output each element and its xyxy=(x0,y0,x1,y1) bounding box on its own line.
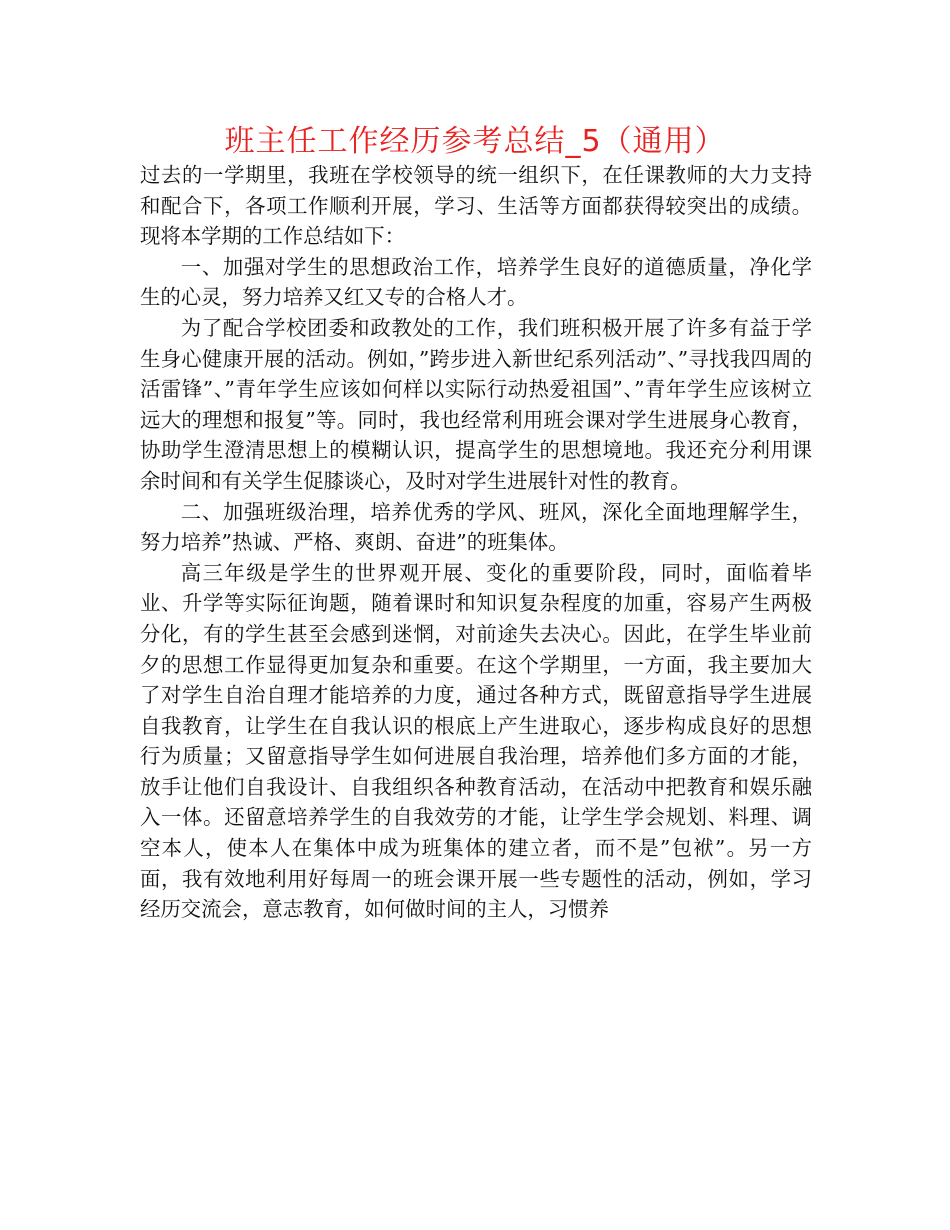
paragraph: 为了配合学校团委和政教处的工作，我们班积极开展了许多有益于学生身心健康开展的活动。例如，”跨步进入新世纪系列活动”、”寻找我四周的活雷锋”、”青年学生应该如何样以实际行动热爱祖国”、”青年学生应该树立远大的理想和报复”等。同时，我也经常利用班会课对学生进展身心教育，协助学生澄清思想上的模糊认识，提高学生的思想境地。我还充分利用课余时间和有关学生促膝谈心，及时对学生进展针对性的教育。 xyxy=(140,315,812,493)
document-title: 班主任工作经历参考总结_5（通用） xyxy=(224,124,726,159)
document-body xyxy=(140,160,812,925)
paragraph: 一、加强对学生的思想政治工作，培养学生良好的道德质量，净化学生的心灵，努力培养又红又专的合格人才。 xyxy=(140,254,812,310)
paragraph: 高三年级是学生的世界观开展、变化的重要阶段，同时，面临着毕业、升学等实际征询题，随着课时和知识复杂程度的加重，容易产生两极分化，有的学生甚至会感到迷惘，对前途失去决心。因此，在学生毕业前夕的思想工作显得更加复杂和重要。在这个学期里，一方面，我主要加大了对学生自治自理才能培养的力度，通过各种方式，既留意指导学生进展自我教育，让学生在自我认识的根底上产生进取心，逐步构成良好的思想行为质量；又留意指导学生如何进展自我治理，培养他们多方面的才能，放手让他们自我设计、自我组织各种教育活动，在活动中把教育和娱乐融入一体。还留意培养学生的自我效劳的才能，让学生学会规划、料理、调空本人，使本人在集体中成为班集体的建立者，而不是”包袱”。另一方面，我有效地利用好每周一的班会课开展一些专题性的活动，例如，学习经历交流会，意志教育，如何做时间的主人，习惯养 xyxy=(140,560,812,922)
paragraph: 二、加强班级治理，培养优秀的学风、班风，深化全面地理解学生，努力培养”热诚、严格、爽朗、奋进”的班集体。 xyxy=(140,499,812,555)
paragraph: 过去的一学期里，我班在学校领导的统一组织下，在任课教师的大力支持和配合下，各项工作顺利开展，学习、生活等方面都获得较突出的成绩。现将本学期的工作总结如下： xyxy=(140,163,812,249)
